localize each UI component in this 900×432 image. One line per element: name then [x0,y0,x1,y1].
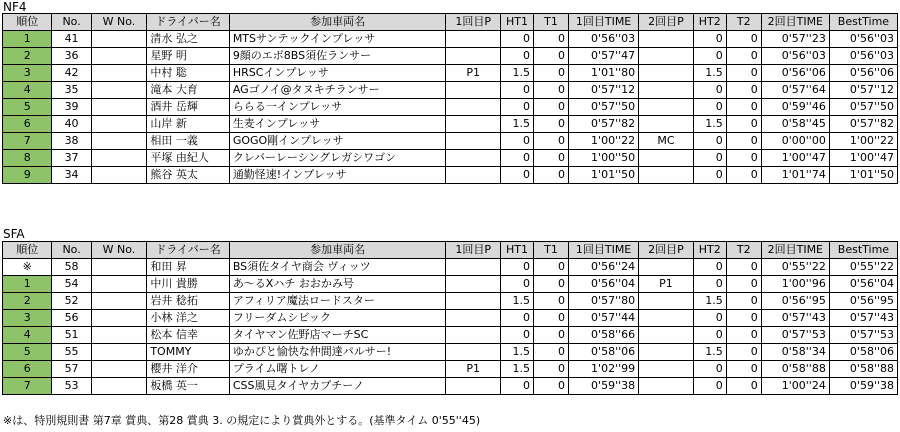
cell-driver-name: 和田 昇 [147,259,229,276]
cell-no: 41 [52,31,91,48]
cell-w-no [91,82,147,99]
cell-car-name: ゆかぴと愉快な仲間達パルサー! [229,344,446,361]
cell-ht2: 1.5 [693,116,726,133]
cell-best-time: 0'59''38 [829,378,897,395]
cell-ht2: 0 [693,167,726,184]
column-header-rank: 順位 [3,242,52,259]
cell-driver-name: 滝本 大育 [147,82,229,99]
cell-car-name: MTSサンテックインプレッサ [229,31,446,48]
cell-run1-penalty [446,276,501,293]
cell-run2-time: 0'57''53 [761,327,829,344]
cell-car-name: 生麦インプレッサ [229,116,446,133]
cell-car-name: AGゴノイ@タヌキチランサー [229,82,446,99]
cell-car-name: GOGO剛インプレッサ [229,133,446,150]
cell-run2-time: 0'56''06 [761,65,829,82]
cell-run2-time: 1'00''96 [761,276,829,293]
cell-t2: 0 [726,276,761,293]
cell-best-time: 0'56''03 [829,31,897,48]
table-header-row [3,14,898,31]
cell-car-name: フリーダムシビック [229,310,446,327]
cell-w-no [91,133,147,150]
cell-run1-penalty [446,327,501,344]
cell-ht1: 1.5 [500,293,533,310]
cell-car-name: HRSCインプレッサ [229,65,446,82]
cell-t2: 0 [726,293,761,310]
cell-ht2: 1.5 [693,293,726,310]
column-header-ht2: HT2 [693,14,726,31]
cell-rank: 9 [3,167,52,184]
cell-no: 58 [52,259,91,276]
cell-best-time: 0'57''50 [829,99,897,116]
column-header-t2: T2 [726,242,761,259]
cell-run1-penalty [446,82,501,99]
cell-rank: 1 [3,31,52,48]
cell-car-name: BS須佐タイヤ商会 ヴィッツ [229,259,446,276]
cell-ht2: 0 [693,327,726,344]
column-header-no: No. [52,14,91,31]
cell-driver-name: 中村 聡 [147,65,229,82]
cell-run2-time: 1'01''74 [761,167,829,184]
section-title: SFA [3,227,25,241]
cell-driver-name: 星野 明 [147,48,229,65]
column-header-best-time: BestTime [829,14,897,31]
column-header-run2-penalty: 2回目P [639,14,694,31]
cell-run2-time: 0'58''88 [761,361,829,378]
cell-best-time: 1'00''22 [829,133,897,150]
cell-run1-time: 1'00''50 [569,150,639,167]
table-row [3,293,898,310]
cell-best-time: 0'58''06 [829,344,897,361]
cell-ht1: 1.5 [500,344,533,361]
cell-run1-time: 1'01''80 [569,65,639,82]
cell-car-name: ららる一インプレッサ [229,99,446,116]
cell-no: 51 [52,327,91,344]
cell-rank: 4 [3,327,52,344]
cell-run1-time: 0'58''66 [569,327,639,344]
cell-run2-penalty [639,259,694,276]
cell-w-no [91,378,147,395]
cell-run1-penalty [446,150,501,167]
cell-rank: 5 [3,344,52,361]
cell-no: 39 [52,99,91,116]
cell-best-time: 0'57''53 [829,327,897,344]
cell-driver-name: 山岸 新 [147,116,229,133]
cell-car-name: プライム曙トレノ [229,361,446,378]
cell-run2-time: 0'55''22 [761,259,829,276]
cell-t1: 0 [533,31,568,48]
cell-driver-name: 松本 信幸 [147,327,229,344]
results-table [2,241,898,395]
column-header-run2-penalty: 2回目P [639,242,694,259]
column-header-run2-time: 2回目TIME [761,242,829,259]
cell-w-no [91,361,147,378]
column-header-t2: T2 [726,14,761,31]
column-header-driver-name: ドライバー名 [147,14,229,31]
column-header-ht1: HT1 [500,14,533,31]
cell-best-time: 0'56''95 [829,293,897,310]
column-header-driver-name: ドライバー名 [147,242,229,259]
cell-run2-time: 0'58''45 [761,116,829,133]
cell-w-no [91,150,147,167]
cell-run2-penalty [639,31,694,48]
cell-t2: 0 [726,82,761,99]
cell-car-name: アフィリア魔法ロードスター [229,293,446,310]
table-row [3,65,898,82]
cell-rank: 6 [3,116,52,133]
cell-run2-penalty [639,327,694,344]
cell-rank: 8 [3,150,52,167]
cell-ht2: 0 [693,31,726,48]
cell-rank: 2 [3,48,52,65]
cell-ht2: 0 [693,82,726,99]
cell-ht2: 1.5 [693,65,726,82]
table-row [3,344,898,361]
cell-t2: 0 [726,133,761,150]
table-row [3,361,898,378]
cell-w-no [91,276,147,293]
cell-t1: 0 [533,167,568,184]
cell-w-no [91,310,147,327]
cell-run1-time: 0'58''06 [569,344,639,361]
cell-t1: 0 [533,293,568,310]
section-title: NF4 [3,0,27,14]
cell-driver-name: 清水 弘之 [147,31,229,48]
column-header-best-time: BestTime [829,242,897,259]
cell-run1-penalty: P1 [446,361,501,378]
cell-run2-time: 0'56''03 [761,48,829,65]
cell-run1-penalty [446,259,501,276]
column-header-car-name: 参加車両名 [229,242,446,259]
cell-ht2: 1.5 [693,344,726,361]
cell-driver-name: 熊谷 英太 [147,167,229,184]
cell-run2-time: 0'57''23 [761,31,829,48]
cell-ht1: 0 [500,310,533,327]
cell-t1: 0 [533,150,568,167]
cell-no: 55 [52,344,91,361]
cell-run1-time: 1'02''99 [569,361,639,378]
cell-run1-time: 0'59''38 [569,378,639,395]
cell-ht1: 0 [500,48,533,65]
cell-t2: 0 [726,167,761,184]
cell-car-name: クレバーレーシングレガシワゴン [229,150,446,167]
cell-ht1: 1.5 [500,116,533,133]
cell-best-time: 1'00''47 [829,150,897,167]
cell-t1: 0 [533,276,568,293]
cell-no: 38 [52,133,91,150]
cell-run1-penalty [446,378,501,395]
table-row [3,327,898,344]
cell-ht2: 0 [693,99,726,116]
cell-run1-penalty [446,116,501,133]
cell-w-no [91,167,147,184]
cell-no: 42 [52,65,91,82]
cell-no: 37 [52,150,91,167]
column-header-t1: T1 [533,242,568,259]
column-header-t1: T1 [533,14,568,31]
cell-ht2: 0 [693,133,726,150]
cell-best-time: 0'57''82 [829,116,897,133]
cell-no: 53 [52,378,91,395]
cell-w-no [91,259,147,276]
cell-driver-name: 相田 一義 [147,133,229,150]
cell-run1-time: 0'57''47 [569,48,639,65]
table-row [3,276,898,293]
cell-run2-time: 0'59''46 [761,99,829,116]
cell-t1: 0 [533,48,568,65]
column-header-run2-time: 2回目TIME [761,14,829,31]
cell-w-no [91,99,147,116]
cell-run1-time: 0'57''50 [569,99,639,116]
footnote: ※は、特別規則書 第7章 賞典、第28 賞典 3. の規定により賞典外とする。(基準タイム 0'55''45) [3,414,481,427]
cell-run1-time: 1'01''50 [569,167,639,184]
cell-t2: 0 [726,116,761,133]
cell-t1: 0 [533,65,568,82]
cell-rank: 3 [3,310,52,327]
cell-run2-penalty: P1 [639,276,694,293]
cell-run1-time: 0'57''80 [569,293,639,310]
table-header-row [3,242,898,259]
cell-t2: 0 [726,31,761,48]
cell-run2-penalty: MC [639,133,694,150]
table-row [3,259,898,276]
cell-ht1: 0 [500,82,533,99]
cell-rank: ※ [3,259,52,276]
cell-t2: 0 [726,65,761,82]
cell-rank: 4 [3,82,52,99]
table-row [3,133,898,150]
table-row [3,310,898,327]
cell-ht1: 1.5 [500,65,533,82]
cell-t1: 0 [533,133,568,150]
cell-best-time: 0'57''12 [829,82,897,99]
cell-t2: 0 [726,48,761,65]
cell-run2-penalty [639,293,694,310]
cell-t1: 0 [533,116,568,133]
cell-run1-penalty [446,48,501,65]
cell-run1-penalty [446,99,501,116]
cell-run1-penalty [446,31,501,48]
cell-ht1: 0 [500,167,533,184]
cell-run2-time: 0'00''00 [761,133,829,150]
cell-no: 34 [52,167,91,184]
cell-ht2: 0 [693,276,726,293]
cell-run2-penalty [639,310,694,327]
cell-driver-name: 小林 洋之 [147,310,229,327]
column-header-run1-penalty: 1回目P [446,242,501,259]
cell-no: 35 [52,82,91,99]
cell-ht1: 0 [500,327,533,344]
cell-rank: 3 [3,65,52,82]
table-row [3,31,898,48]
cell-ht1: 0 [500,99,533,116]
cell-t2: 0 [726,259,761,276]
cell-run1-time: 0'56''04 [569,276,639,293]
cell-no: 57 [52,361,91,378]
cell-rank: 2 [3,293,52,310]
table-row [3,378,898,395]
cell-run1-penalty [446,167,501,184]
cell-ht1: 0 [500,276,533,293]
cell-rank: 1 [3,276,52,293]
column-header-run1-penalty: 1回目P [446,14,501,31]
cell-run2-penalty [639,65,694,82]
cell-ht2: 0 [693,259,726,276]
cell-ht1: 0 [500,378,533,395]
cell-w-no [91,327,147,344]
column-header-w-no: W No. [91,14,147,31]
cell-no: 52 [52,293,91,310]
cell-t2: 0 [726,327,761,344]
cell-t2: 0 [726,344,761,361]
cell-best-time: 0'56''03 [829,48,897,65]
cell-t1: 0 [533,361,568,378]
cell-driver-name: TOMMY [147,344,229,361]
cell-run2-penalty [639,116,694,133]
cell-car-name: あ～るXハチ おおかみ号 [229,276,446,293]
cell-run2-time: 0'56''95 [761,293,829,310]
cell-ht2: 0 [693,361,726,378]
cell-run2-penalty [639,150,694,167]
cell-run2-time: 0'57''43 [761,310,829,327]
column-header-ht2: HT2 [693,242,726,259]
cell-no: 36 [52,48,91,65]
cell-t1: 0 [533,82,568,99]
cell-run2-penalty [639,378,694,395]
column-header-rank: 順位 [3,14,52,31]
cell-run2-penalty [639,82,694,99]
column-header-ht1: HT1 [500,242,533,259]
cell-no: 40 [52,116,91,133]
table-row [3,150,898,167]
cell-t1: 0 [533,378,568,395]
cell-car-name: 通勤怪速!インプレッサ [229,167,446,184]
cell-ht1: 1.5 [500,361,533,378]
table-row [3,99,898,116]
cell-w-no [91,65,147,82]
cell-run1-time: 0'56''24 [569,259,639,276]
cell-run1-time: 0'57''44 [569,310,639,327]
cell-run1-penalty: P1 [446,65,501,82]
cell-w-no [91,293,147,310]
cell-run1-penalty [446,344,501,361]
cell-driver-name: 平塚 由紀人 [147,150,229,167]
cell-ht1: 0 [500,259,533,276]
cell-run2-time: 1'00''47 [761,150,829,167]
cell-driver-name: 板橋 英一 [147,378,229,395]
cell-t2: 0 [726,99,761,116]
cell-run1-time: 1'00''22 [569,133,639,150]
cell-car-name: 9顔のエボ8BS須佐ランサー [229,48,446,65]
cell-driver-name: 中川 貴勝 [147,276,229,293]
table-row [3,167,898,184]
cell-run2-time: 0'57''64 [761,82,829,99]
cell-t1: 0 [533,344,568,361]
column-header-run1-time: 1回目TIME [569,14,639,31]
cell-driver-name: 岩井 稔拓 [147,293,229,310]
cell-ht2: 0 [693,150,726,167]
table-row [3,82,898,99]
cell-run2-penalty [639,99,694,116]
table-row [3,48,898,65]
column-header-no: No. [52,242,91,259]
column-header-car-name: 参加車両名 [229,14,446,31]
table-row [3,116,898,133]
cell-no: 56 [52,310,91,327]
cell-t1: 0 [533,99,568,116]
cell-t2: 0 [726,310,761,327]
cell-run1-penalty [446,133,501,150]
cell-w-no [91,48,147,65]
cell-t2: 0 [726,361,761,378]
cell-run2-time: 0'58''34 [761,344,829,361]
cell-car-name: CSS風見タイヤカプチーノ [229,378,446,395]
cell-w-no [91,31,147,48]
cell-t2: 0 [726,150,761,167]
cell-w-no [91,116,147,133]
cell-rank: 7 [3,378,52,395]
cell-run2-penalty [639,344,694,361]
results-table [2,13,898,184]
cell-ht1: 0 [500,133,533,150]
cell-rank: 6 [3,361,52,378]
cell-ht2: 0 [693,378,726,395]
cell-run1-penalty [446,310,501,327]
cell-t1: 0 [533,310,568,327]
cell-best-time: 0'55''22 [829,259,897,276]
cell-run1-time: 0'57''12 [569,82,639,99]
cell-run1-time: 0'57''82 [569,116,639,133]
cell-rank: 7 [3,133,52,150]
cell-run2-time: 1'00''24 [761,378,829,395]
cell-ht1: 0 [500,31,533,48]
cell-best-time: 1'01''50 [829,167,897,184]
cell-run2-penalty [639,167,694,184]
cell-best-time: 0'58''88 [829,361,897,378]
cell-rank: 5 [3,99,52,116]
cell-t1: 0 [533,259,568,276]
cell-t2: 0 [726,378,761,395]
cell-run2-penalty [639,361,694,378]
column-header-run1-time: 1回目TIME [569,242,639,259]
cell-ht1: 0 [500,150,533,167]
cell-driver-name: 櫻井 洋介 [147,361,229,378]
cell-car-name: タイヤマン佐野店マーチSC [229,327,446,344]
column-header-w-no: W No. [91,242,147,259]
cell-ht2: 0 [693,310,726,327]
cell-no: 54 [52,276,91,293]
cell-w-no [91,344,147,361]
cell-run1-penalty [446,293,501,310]
cell-run2-penalty [639,48,694,65]
cell-best-time: 0'56''04 [829,276,897,293]
cell-best-time: 0'57''43 [829,310,897,327]
cell-best-time: 0'56''06 [829,65,897,82]
cell-ht2: 0 [693,48,726,65]
cell-run1-time: 0'56''03 [569,31,639,48]
cell-t1: 0 [533,327,568,344]
cell-driver-name: 酒井 岳輝 [147,99,229,116]
